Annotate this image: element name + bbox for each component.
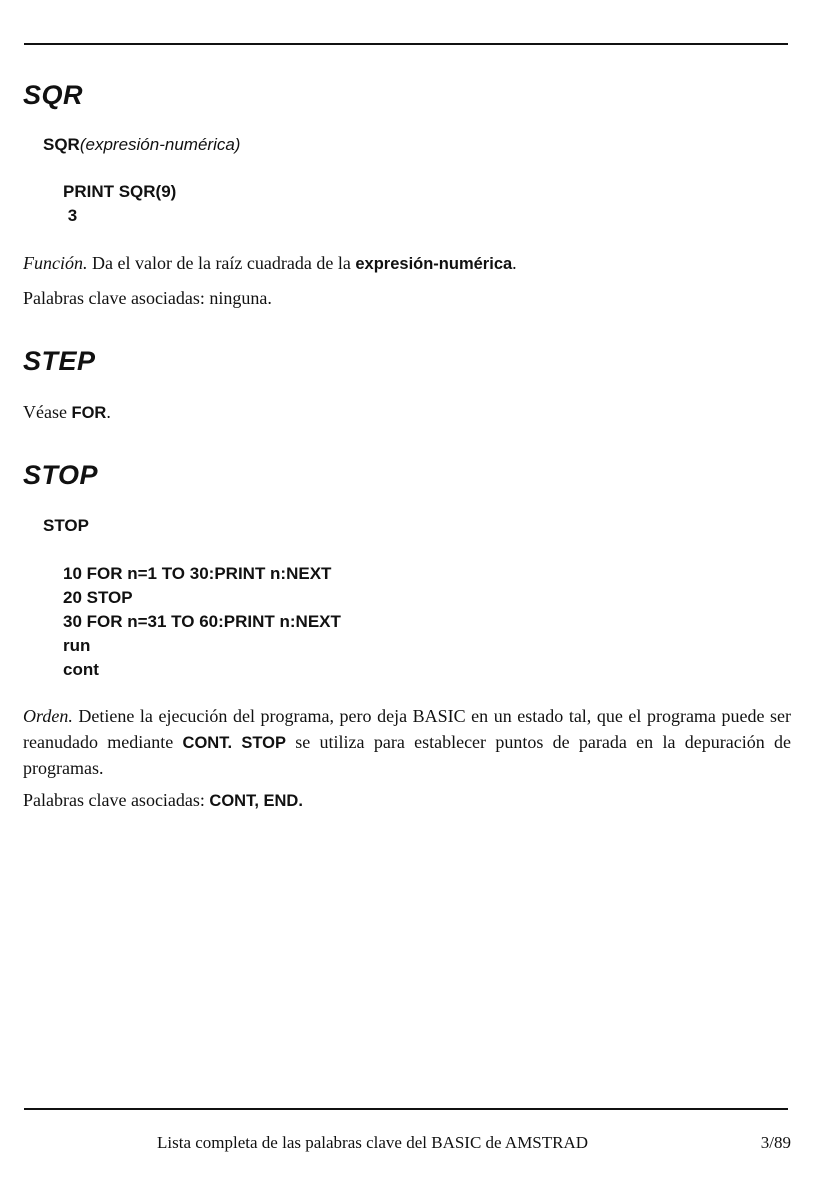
stop-syntax: STOP bbox=[43, 516, 89, 535]
stop-associated-keywords bbox=[23, 788, 791, 815]
top-rule bbox=[24, 43, 788, 45]
code-line: 30 FOR n=31 TO 60:PRINT n:NEXT bbox=[63, 612, 341, 631]
see-text: Véase bbox=[23, 402, 72, 422]
page-number: 3/89 bbox=[760, 1133, 791, 1152]
footer-title: Lista completa de las palabras clave del BASIC de AMSTRAD bbox=[157, 1133, 589, 1152]
function-label: Función. bbox=[23, 253, 88, 273]
order-keyword: STOP bbox=[241, 733, 286, 752]
order-text: se utiliza para establecer puntos de parada en la depuración de programas. bbox=[23, 731, 791, 778]
function-keyword: expresión-numérica bbox=[355, 255, 513, 273]
see-end: . bbox=[106, 402, 111, 422]
sqr-associated-keywords: Palabras clave asociadas: ninguna. bbox=[23, 288, 272, 308]
see-keyword: FOR bbox=[71, 404, 107, 422]
function-text: Da el valor de la raíz cuadrada de la bbox=[87, 253, 356, 273]
sqr-syntax-argument: (expresión-numérica) bbox=[79, 135, 241, 154]
order-label: Orden. bbox=[23, 706, 73, 726]
stop-order-paragraph bbox=[23, 704, 791, 782]
code-line: run bbox=[63, 636, 91, 655]
stop-heading: STOP bbox=[23, 460, 99, 490]
stop-example bbox=[63, 562, 341, 682]
assoc-keywords: CONT, END. bbox=[209, 792, 303, 810]
order-keyword: CONT. bbox=[182, 733, 233, 752]
order-text: Detiene la ejecución del programa, pero deja BASIC en un estado tal, que el programa puede ser reanudado mediante bbox=[23, 706, 791, 752]
code-line: 10 FOR n=1 TO 30:PRINT n:NEXT bbox=[63, 564, 332, 583]
step-heading: STEP bbox=[23, 346, 96, 376]
code-line: 3 bbox=[63, 206, 78, 225]
code-line: cont bbox=[63, 660, 99, 679]
code-line: 20 STOP bbox=[63, 588, 133, 607]
code-line: PRINT SQR(9) bbox=[63, 182, 177, 201]
step-see-paragraph bbox=[23, 400, 791, 427]
sqr-syntax bbox=[43, 135, 240, 155]
sqr-example bbox=[63, 180, 176, 228]
bottom-rule bbox=[24, 1108, 788, 1110]
sqr-function-paragraph bbox=[23, 251, 791, 278]
sqr-heading: SQR bbox=[23, 80, 84, 110]
sqr-syntax-keyword: SQR bbox=[43, 135, 80, 154]
assoc-text: Palabras clave asociadas: bbox=[23, 790, 210, 810]
order-text bbox=[232, 732, 241, 752]
function-end: . bbox=[512, 253, 517, 273]
